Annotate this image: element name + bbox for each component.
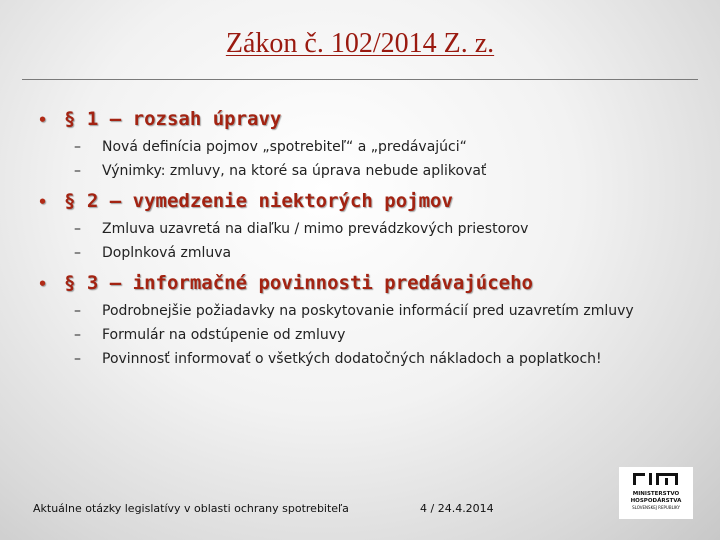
footer-page-date: 4 / 24.4.2014 <box>420 502 494 515</box>
list-item <box>38 302 678 320</box>
dash-icon: – <box>74 327 81 343</box>
title-divider <box>22 79 698 80</box>
slide-title: Zákon č. 102/2014 Z. z. <box>225 28 495 59</box>
logo-line-2: HOSPODÁRSTVA <box>630 498 682 504</box>
dash-icon: – <box>74 351 81 367</box>
section-2 <box>38 190 678 262</box>
dash-icon: – <box>74 303 81 319</box>
slide-content <box>38 108 678 378</box>
dash-icon: – <box>74 163 81 179</box>
ministry-logo <box>619 467 693 519</box>
list-item <box>38 350 678 368</box>
list-item-text: Formulár na odstúpenie od zmluvy <box>102 327 346 343</box>
logo-line-1: MINISTERSTVO <box>632 491 680 497</box>
dash-icon: – <box>74 139 81 155</box>
list-item-text: Zmluva uzavretá na diaľku / mimo prevádzkových priestorov <box>102 221 529 237</box>
bullet-icon: • <box>38 111 48 129</box>
section-heading-text: § 1 – rozsah úpravy <box>64 108 282 130</box>
list-item-text: Povinnosť informovať o všetkých dodatočných nákladoch a poplatkoch! <box>102 351 602 367</box>
section-heading <box>38 272 678 302</box>
dash-icon: – <box>74 245 81 261</box>
bullet-icon: • <box>38 193 48 211</box>
list-item <box>38 220 678 238</box>
list-item-text: Nová definícia pojmov „spotrebiteľ“ a „predávajúci“ <box>102 139 467 155</box>
list-item-text: Podrobnejšie požiadavky na poskytovanie informácií pred uzavretím zmluvy <box>102 303 634 319</box>
section-heading <box>38 190 678 220</box>
section-1 <box>38 108 678 180</box>
section-heading-text: § 3 – informačné povinnosti predávajúceho <box>64 272 533 294</box>
list-item <box>38 326 678 344</box>
section-heading <box>38 108 678 138</box>
bullet-icon: • <box>38 275 48 293</box>
list-item <box>38 244 678 262</box>
list-item-text: Doplnková zmluva <box>102 245 232 261</box>
section-heading-text: § 2 – vymedzenie niektorých pojmov <box>64 190 453 212</box>
dash-icon: – <box>74 221 81 237</box>
logo-line-3: SLOVENSKEJ REPUBLIKY <box>632 505 680 510</box>
logo-emblem-icon <box>619 467 693 519</box>
list-item <box>38 162 678 180</box>
footer-text: Aktuálne otázky legislatívy v oblasti ochrany spotrebiteľa <box>33 502 349 515</box>
section-3 <box>38 272 678 368</box>
list-item-text: Výnimky: zmluvy, na ktoré sa úprava nebude aplikovať <box>102 163 487 179</box>
list-item <box>38 138 678 156</box>
